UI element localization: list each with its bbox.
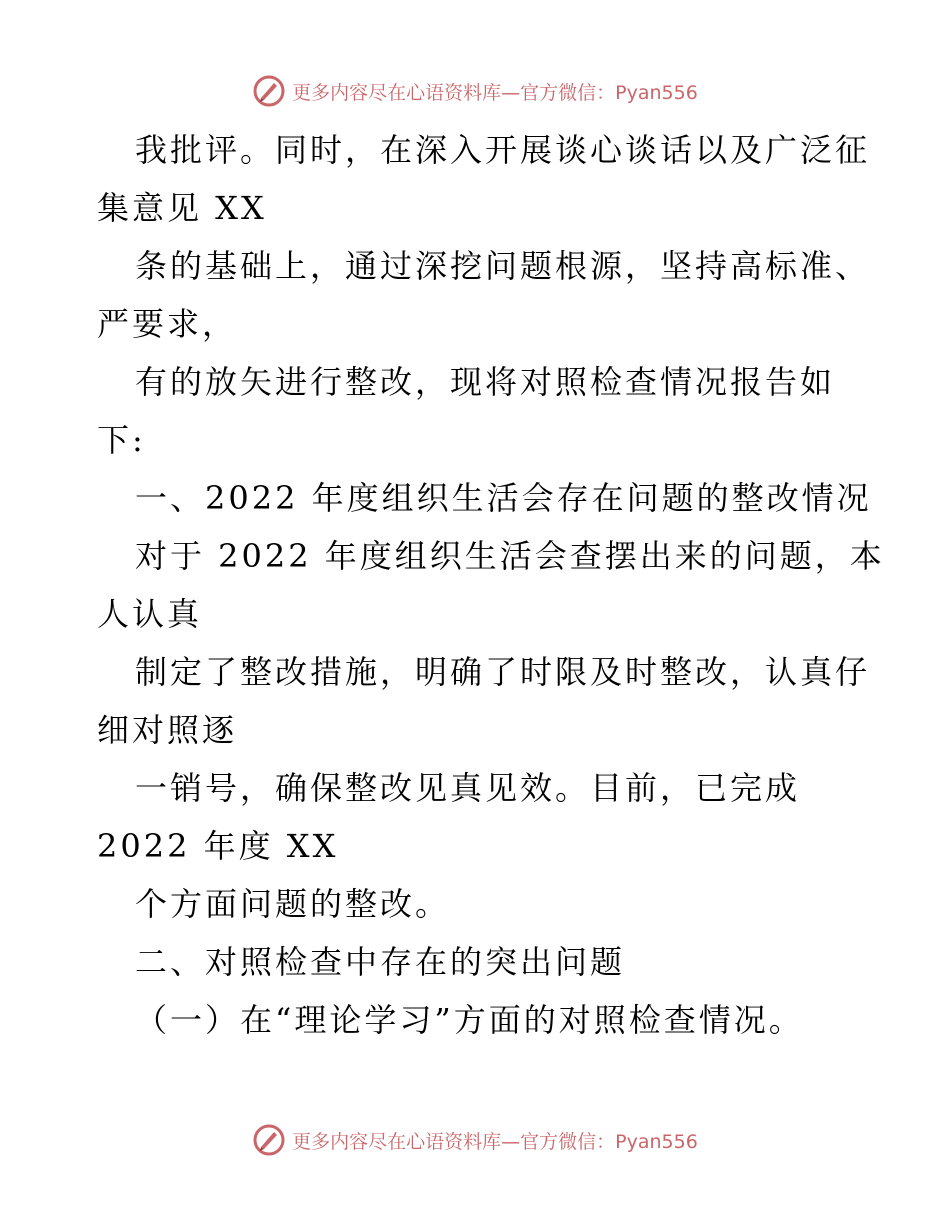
watermark-text: 更多内容尽在心语资料库—官方微信：Pyan556 — [292, 81, 698, 104]
paragraph-line: 我批评。同时，在深入开展谈心谈话以及广泛征 — [135, 131, 871, 169]
paragraph-line: 2022 年度 XX — [97, 827, 339, 865]
header-watermark — [0, 69, 950, 113]
paragraph-line: 制定了整改措施，明确了时限及时整改，认真仔 — [135, 653, 871, 691]
subsection-heading: （一）在“理论学习”方面的对照检查情况。 — [135, 1001, 804, 1039]
paragraph-line: 一销号，确保整改见真见效。目前，已完成 — [135, 769, 801, 807]
paragraph-line: 集意见 XX — [97, 189, 267, 227]
section-heading: 一、2022 年度组织生活会存在问题的整改情况 — [135, 479, 872, 517]
paragraph-line: 对于 2022 年度组织生活会查摆出来的问题，本 — [135, 537, 885, 575]
section-heading: 二、对照检查中存在的突出问题 — [135, 943, 626, 981]
paragraph-line: 个方面问题的整改。 — [135, 885, 451, 923]
paragraph-line: 有的放矢进行整改，现将对照检查情况报告如 — [135, 363, 836, 401]
watermark-text: 更多内容尽在心语资料库—官方微信：Pyan556 — [292, 1130, 698, 1153]
paragraph-line: 细对照逐 — [97, 711, 238, 749]
quill-logo-icon — [252, 74, 286, 108]
paragraph-line: 条的基础上，通过深挖问题根源，坚持高标准、 — [135, 247, 871, 285]
paragraph-line: 严要求， — [97, 305, 238, 343]
document-body — [97, 121, 885, 1049]
paragraph-line: 下: — [97, 421, 146, 459]
paragraph-line: 人认真 — [97, 595, 203, 633]
footer-watermark — [0, 1118, 950, 1162]
quill-logo-icon — [252, 1123, 286, 1157]
